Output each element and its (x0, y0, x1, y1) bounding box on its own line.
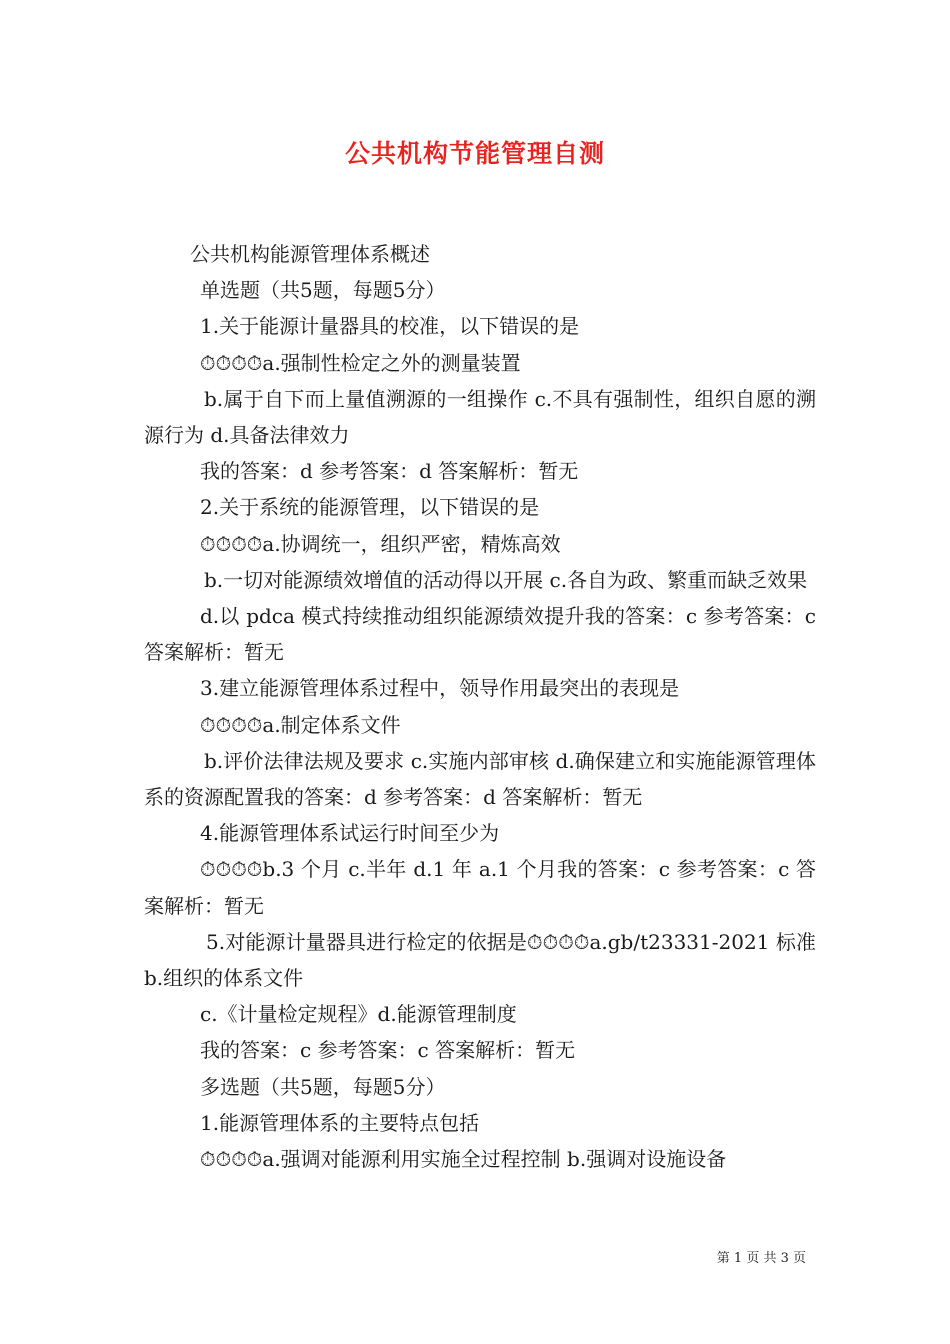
answer-options: ⏱⏱⏱⏱a.强制性检定之外的测量装置 (200, 350, 521, 375)
question-text: 2.关于系统的能源管理，以下错误的是 (200, 495, 540, 520)
question-text: 1.能源管理体系的主要特点包括 (200, 1110, 480, 1135)
answer-options: ⏱⏱⏱⏱a.制定体系文件 (200, 712, 401, 737)
answer-options: b.评价法律法规及要求 c.实施内部审核 d.确保建立和实施能源管理体系的资源配置我的答案：d 参考答案：d 答案解析：暂无 (144, 748, 816, 810)
answer-options: b.属于自下而上量值溯源的一组操作 c.不具有强制性，组织自愿的溯源行为 d.具备法律效力 (144, 386, 816, 448)
page-number: 第 1 页 共 3 页 (716, 1251, 806, 1266)
question-text: 3.建立能源管理体系过程中，领导作用最突出的表现是 (200, 676, 680, 701)
answer-options: c.《计量检定规程》d.能源管理制度 (200, 1002, 517, 1027)
answer-result: 我的答案：c 参考答案：c 答案解析：暂无 (200, 1038, 576, 1063)
question-group-heading: 单选题（共5题，每题5分） (200, 278, 446, 303)
document-title: 公共机构节能管理自测 (344, 139, 605, 168)
answer-options: ⏱⏱⏱⏱b.3 个月 c.半年 d.1 年 a.1 个月我的答案：c 参考答案：c 答案解析：暂无 (144, 857, 816, 918)
question-text: 4.能源管理体系试运行时间至少为 (200, 821, 500, 846)
answer-options: d.以 pdca 模式持续推动组织能源绩效提升我的答案：c 参考答案：c 答案解析：暂无 (144, 604, 816, 665)
answer-options: ⏱⏱⏱⏱a.协调统一，组织严密，精炼高效 (200, 531, 561, 556)
answer-options: b.一切对能源绩效增值的活动得以开展 c.各自为政、繁重而缺乏效果 (204, 567, 808, 592)
question-text: 5.对能源计量器具进行检定的依据是⏱⏱⏱⏱a.gb/t23331-2021 标准 b.组织的体系文件 (144, 929, 816, 991)
question-group-heading: 多选题（共5题，每题5分） (200, 1074, 446, 1099)
question-text: 1.关于能源计量器具的校准，以下错误的是 (200, 314, 580, 339)
answer-options: ⏱⏱⏱⏱a.强调对能源利用实施全过程控制 b.强调对设施设备 (200, 1147, 727, 1172)
document-body (144, 236, 816, 1177)
answer-result: 我的答案：d 参考答案：d 答案解析：暂无 (200, 459, 579, 484)
section-heading: 公共机构能源管理体系概述 (190, 242, 430, 266)
